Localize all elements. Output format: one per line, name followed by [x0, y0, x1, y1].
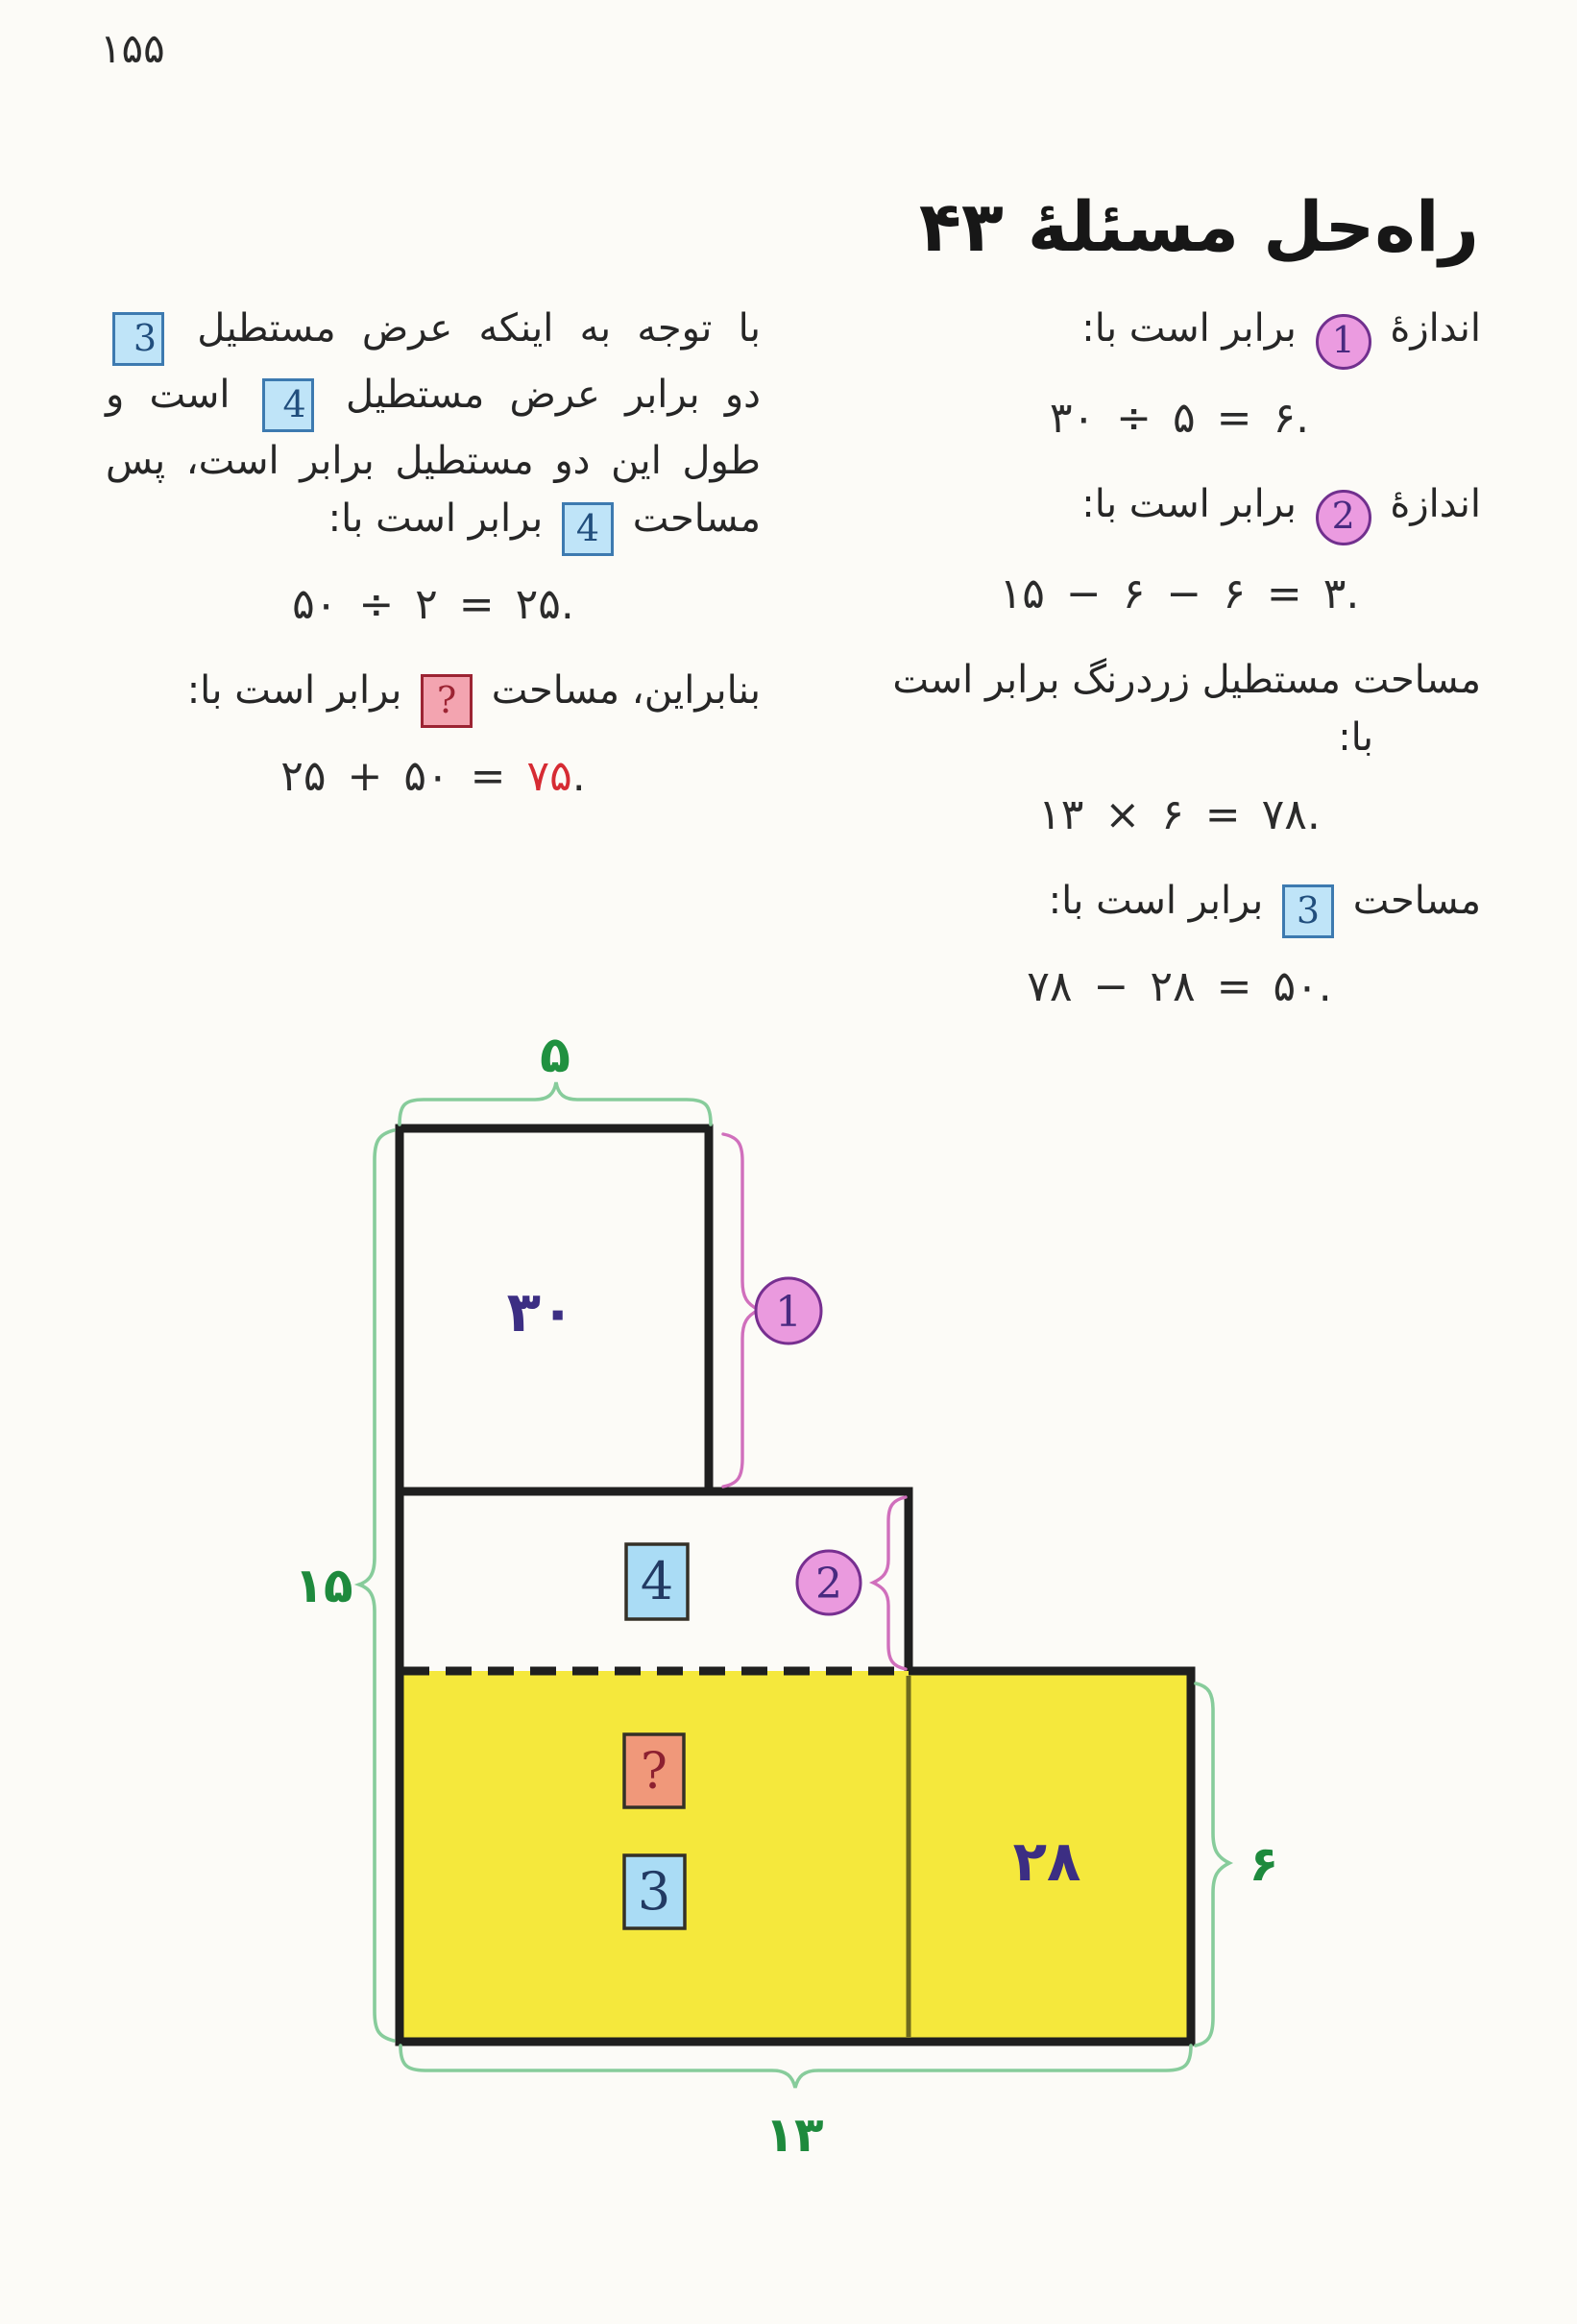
text-line: [106, 432, 761, 490]
solution-diagram: [0, 999, 1577, 2276]
square-area-value: ۳۰: [506, 1279, 575, 1344]
text-run: طول این دو مستطیل برابر است، پس: [106, 439, 761, 483]
text-run: برابر است با:: [1048, 879, 1275, 923]
equation-line: [106, 581, 761, 629]
left-height-brace: [359, 1130, 394, 2041]
left-height-value: ۱۵: [294, 1558, 353, 1613]
text-run: با توجه به اینکه عرض مستطیل: [171, 306, 761, 351]
text-run: برابر است با:: [1081, 306, 1309, 351]
text-run: مساحت مستطیل زردرنگ برابر است: [892, 658, 1481, 702]
text-run: ۱۵ − ۶ − ۶ = ۳.: [999, 569, 1360, 618]
circled-label-2: 2: [1316, 490, 1371, 545]
yellow-right-area-value: ۲۸: [1012, 1828, 1081, 1894]
text-run: اندازهٔ: [1377, 306, 1481, 351]
page-title: راه‌حل مسئلهٔ ۴۳: [918, 186, 1479, 268]
equation-line: [106, 753, 761, 801]
text-run: ۷۸ − ۲۸ = ۵۰.: [1027, 962, 1332, 1011]
text-run: ۳۰ ÷ ۵ = ۶.: [1049, 394, 1310, 443]
text-line: [106, 366, 761, 432]
circle-2-label: 2: [815, 1560, 842, 1609]
text-run: ۵۰ ÷ ۲ = ۲۵.: [292, 580, 574, 629]
text-run: مساحت: [619, 496, 761, 541]
text-run: برابر است با:: [186, 668, 415, 713]
solution-column-left: [106, 300, 761, 834]
equation-line: [878, 791, 1481, 839]
text-run: برابر است با:: [1081, 482, 1309, 526]
text-line: [878, 709, 1481, 766]
right-height-brace: [1196, 1683, 1229, 2046]
box-question-label: ?: [641, 1743, 667, 1801]
solution-column-right: [878, 300, 1481, 1044]
boxed-label-3: 3: [112, 312, 164, 366]
circle1-brace: [723, 1134, 759, 1487]
text-run: برابر است با:: [328, 496, 555, 541]
equation-line: [878, 570, 1481, 618]
text-line: [878, 300, 1481, 370]
text-line: [106, 300, 761, 366]
text-line: [878, 872, 1481, 938]
boxed-label-4: 4: [262, 378, 314, 432]
bottom-width-brace: [400, 2046, 1191, 2088]
boxed-label-4: 4: [562, 502, 614, 556]
box-3-label: 3: [637, 1861, 671, 1922]
boxed-label-question: ?: [421, 674, 473, 728]
text-run: با:: [1338, 715, 1373, 760]
circled-label-1: 1: [1316, 314, 1371, 370]
text-run: اندازهٔ: [1377, 482, 1481, 526]
text-run: ۲۵ + ۵۰ =: [280, 752, 527, 801]
boxed-label-3: 3: [1282, 884, 1334, 938]
answer-value: ۷۵: [526, 752, 572, 801]
page-number: ۱۵۵: [100, 25, 165, 72]
bottom-width-value: ۱۳: [764, 2107, 824, 2163]
text-run: .: [571, 752, 586, 801]
text-run: است و: [106, 373, 255, 417]
circle-1-label: 1: [775, 1288, 802, 1337]
text-line: [878, 475, 1481, 545]
text-run: مساحت: [1340, 879, 1481, 923]
top-width-brace: [400, 1082, 711, 1125]
text-line: [106, 662, 761, 728]
text-run: دو برابر عرض مستطیل: [320, 373, 761, 417]
equation-line: [878, 395, 1481, 443]
text-line: [106, 490, 761, 556]
right-height-value: ۶: [1249, 1836, 1279, 1892]
text-run: ۱۳ × ۶ = ۷۸.: [1038, 790, 1321, 839]
box-4-label: 4: [640, 1551, 674, 1611]
text-line: [878, 651, 1481, 709]
text-run: بنابراین، مساحت: [479, 668, 761, 713]
top-width-value: ۵: [540, 1027, 570, 1084]
